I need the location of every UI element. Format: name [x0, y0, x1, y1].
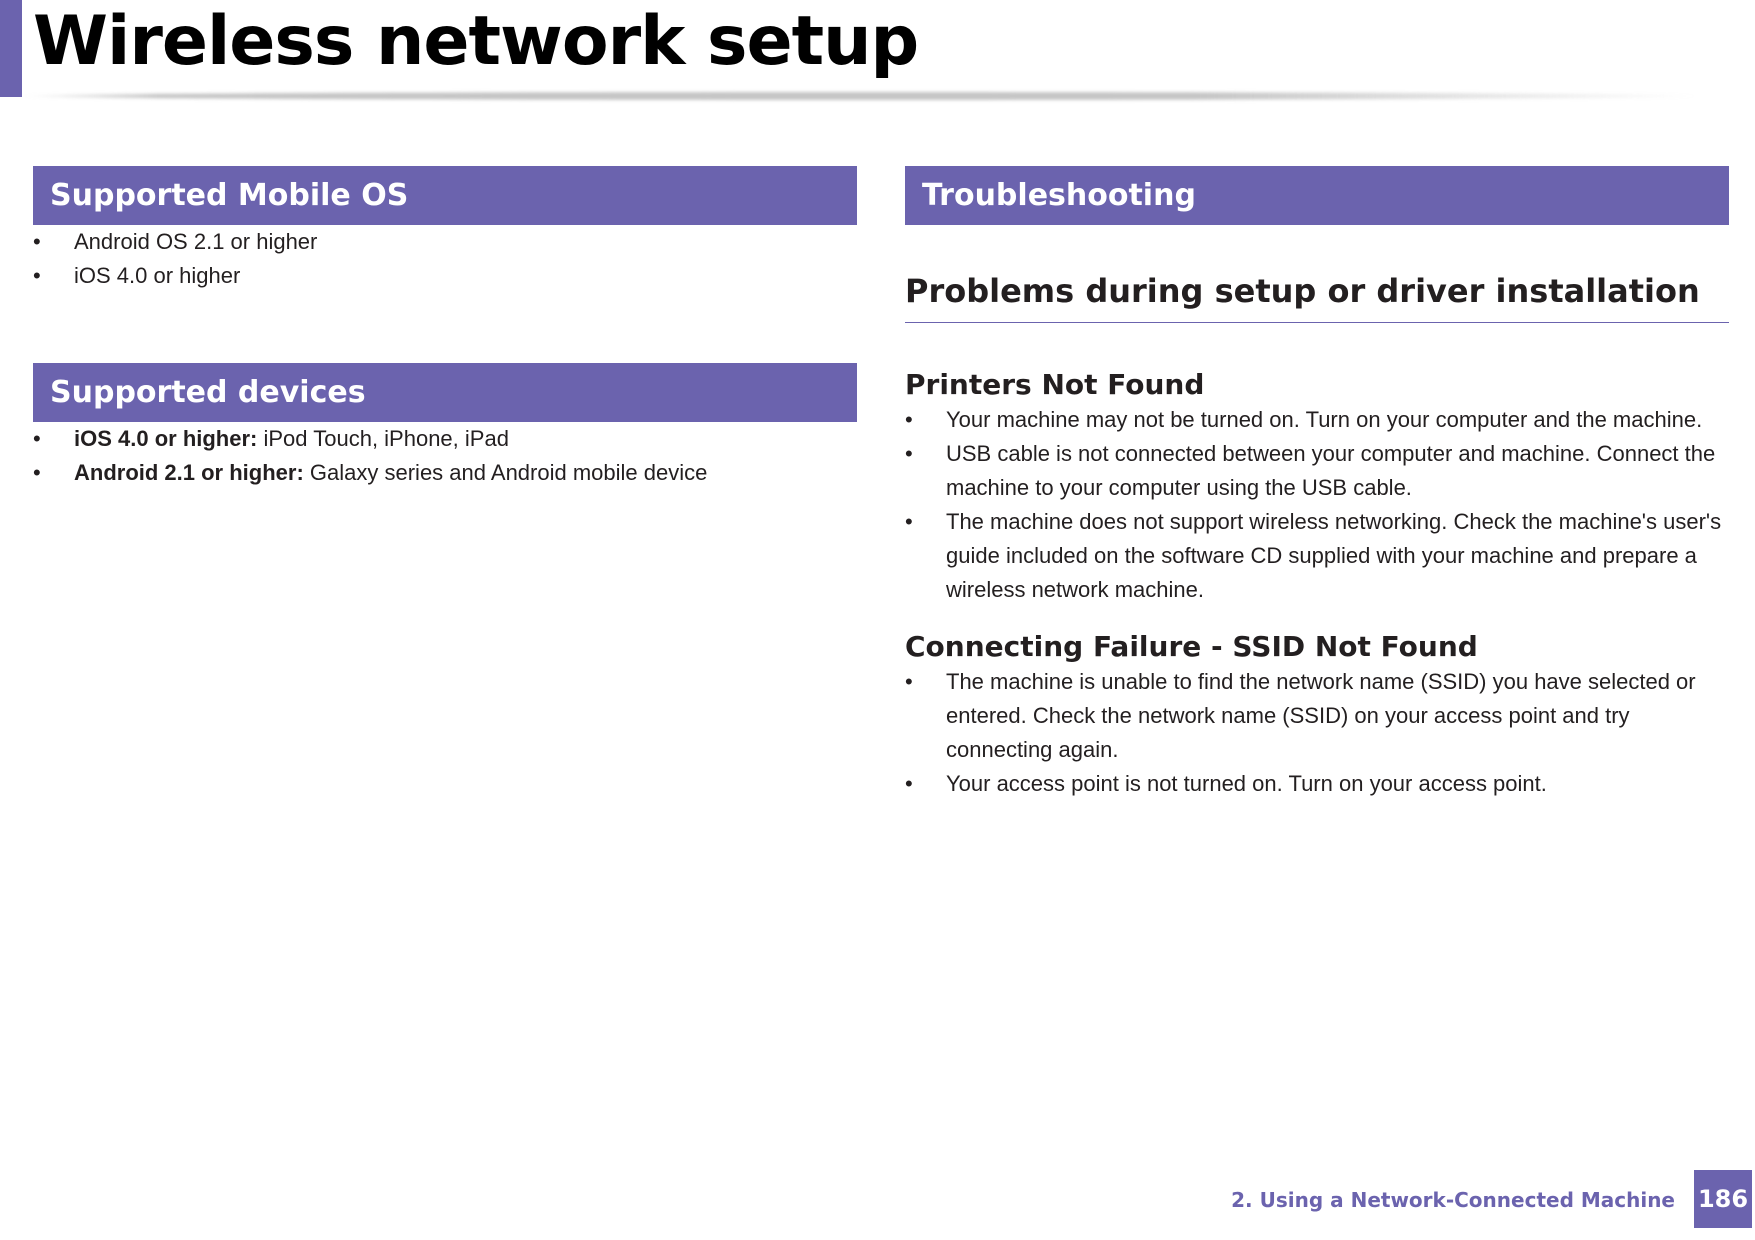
- left-column: [33, 166, 857, 490]
- bullet-icon: •: [33, 229, 41, 254]
- ssid-list: [905, 665, 1729, 801]
- title-accent-bar: [0, 0, 22, 97]
- list-item: • The machine does not support wireless networking. Check the machine's user's guide included on the software CD supplied with your machine and prepare a wireless network machine.: [905, 505, 1729, 607]
- bullet-icon: •: [905, 441, 913, 466]
- list-item: • iOS 4.0 or higher: iPod Touch, iPhone, iPad: [33, 422, 857, 456]
- right-column: [905, 166, 1729, 801]
- section-supported-devices: Supported devices: [33, 363, 857, 422]
- title-underline: [22, 92, 1702, 100]
- bullet-icon: •: [33, 426, 41, 451]
- bullet-icon: •: [905, 669, 913, 694]
- page-title: Wireless network setup: [33, 2, 919, 81]
- list-item: • Android 2.1 or higher: Galaxy series and Android mobile device: [33, 456, 857, 490]
- footer-chapter: 2. Using a Network-Connected Machine: [1231, 1188, 1675, 1212]
- list-item: • iOS 4.0 or higher: [33, 259, 857, 293]
- list-item: • The machine is unable to find the network name (SSID) you have selected or entered. Check the network name (SSID) on your access point and try connecting again.: [905, 665, 1729, 767]
- device-label: iOS 4.0 or higher:: [74, 426, 258, 451]
- list-item: • Android OS 2.1 or higher: [33, 225, 857, 259]
- ssid-not-found-heading: Connecting Failure - SSID Not Found: [905, 630, 1478, 663]
- printers-not-found-heading: Printers Not Found: [905, 368, 1205, 401]
- section-supported-mobile-os: Supported Mobile OS: [33, 166, 857, 225]
- bullet-icon: •: [33, 263, 41, 288]
- list-item: • USB cable is not connected between your computer and machine. Connect the machine to your computer using the USB cable.: [905, 437, 1729, 505]
- bullet-icon: •: [905, 509, 913, 534]
- problems-heading: Problems during setup or driver installation: [905, 271, 1729, 323]
- bullet-icon: •: [905, 771, 913, 796]
- devices-list: [33, 422, 857, 490]
- page-number: 186: [1694, 1170, 1752, 1228]
- list-item: • Your machine may not be turned on. Turn on your computer and the machine.: [905, 403, 1729, 437]
- section-troubleshooting: Troubleshooting: [905, 166, 1729, 225]
- bullet-icon: •: [33, 460, 41, 485]
- bullet-icon: •: [905, 407, 913, 432]
- printers-list: [905, 403, 1729, 607]
- mobile-os-list: [33, 225, 857, 293]
- device-label: Android 2.1 or higher:: [74, 460, 304, 485]
- list-item: • Your access point is not turned on. Turn on your access point.: [905, 767, 1729, 801]
